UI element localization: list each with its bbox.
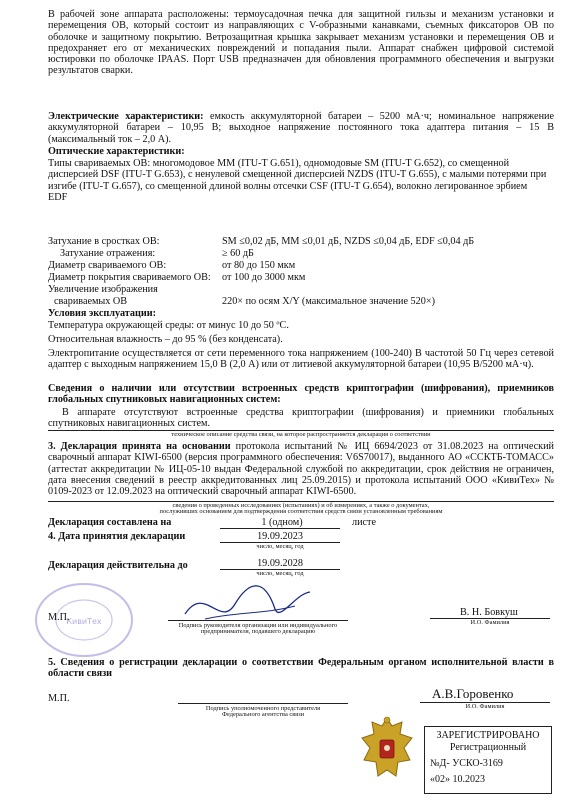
valid-value: 19.09.2028 <box>257 558 303 569</box>
attenuation-value: SM ≤0,02 дБ, MM ≤0,01 дБ, NZDS ≤0,04 дБ, EDF ≤0,04 дБ <box>222 236 475 247</box>
registration-number: №Д- УСКО-3169 <box>430 758 503 769</box>
signer2-name-caption: И.О. Фамилия <box>465 703 505 710</box>
accepted-label: 4. Дата принятия декларации <box>48 531 186 542</box>
signature1-caption-1: Подпись руководителя организации или индивидуального <box>178 622 338 629</box>
registration-date: «02» 10.2023 <box>430 774 485 785</box>
crypto-title: Сведения о наличии или отсутствии встроенных средств криптографии (шифрования), приемников глобальных спутниковых навигационных систем: <box>48 383 554 406</box>
signature2-caption-2: Федерального агентства связи <box>221 711 305 718</box>
reflection-value: ≥ 60 дБ <box>222 248 254 259</box>
section5-title: 5. Сведения о регистрации декларации о соответствии Федеральным органом исполнительной власти в области связи <box>48 657 554 680</box>
fiber-diameter-value: от 80 до 150 мкм <box>222 260 296 271</box>
conditions-humidity: Относительная влажность – до 95 % (без конденсата). <box>48 334 283 345</box>
optical-title: Оптические характеристики: <box>48 146 185 157</box>
stamp-text: КивиТех <box>66 617 102 626</box>
electrical-text: емкость аккумуляторной батареи – 5200 мА·ч; номинальное напряжение аккумуляторной батареи – 10,95 В; выходное напряжение постоянного тока адаптера питания – 15 В (максимальный ток – 2,0 А). <box>48 111 554 145</box>
magnification-value: 220× по осям X/Y (максимальное значение 520×) <box>222 296 435 307</box>
coating-diameter-value: от 100 до 3000 мкм <box>222 272 306 283</box>
signature1-caption-2: предпринимателя, подавшего декларацию <box>200 628 316 635</box>
conditions-title: Условия эксплуатации: <box>48 308 157 319</box>
mp-label-2: М.П. <box>48 693 70 704</box>
section3-title: 3. Декларация принята на основании <box>48 441 231 452</box>
crypto-text: В аппарате отсутствуют встроенные средства криптографии (шифрования) и приемники глобальных спутниковых навигационных систем. <box>48 407 554 430</box>
section3-paragraph <box>48 441 554 497</box>
signer1-name-caption: И.О. Фамилия <box>470 619 510 626</box>
crypto-caption: техническое описание средства связи, на которое распространяется декларация о соответствии <box>171 431 431 438</box>
optical-types: Типы свариваемых ОВ: многомодовое ММ (ITU-T G.651), одномодовые SM (ITU-T G.652), со смещенной дисперсией DSF (ITU-T G.653), с ненулевой смещенной дисперсией NZDS (ITU-T G.655), с малыми потерями при изгибе (ITU-T G.657), со смещенной длиной волны отсечки CSF (ITU-T G.654), волокно легированное эрбием EDF <box>48 158 547 203</box>
registration-box <box>424 726 552 794</box>
fiber-diameter-label: Диаметр свариваемого ОВ: <box>48 260 167 271</box>
registration-line1: ЗАРЕГИСТРИРОВАНО <box>436 730 540 741</box>
coating-diameter-label: Диаметр покрытия свариваемого ОВ: <box>48 272 211 283</box>
magnification-label: Увеличение изображения <box>48 284 158 295</box>
conditions-power: Электропитание осуществляется от сети переменного тока напряжением (100-240) В частотой 50 Гц через сетевой адаптер с выходным напряжением 15,0 В (2,0 А) или от литиевой аккумуляторной батареи (10,95 В/5200 мА·ч). <box>48 348 554 371</box>
electrical-title: Электрические характеристики: <box>48 111 204 122</box>
attenuation-label: Затухание в сростках ОВ: <box>48 236 160 247</box>
registration-line2: Регистрационный <box>449 742 527 753</box>
signature2-line <box>178 703 348 704</box>
coat-of-arms-emblem <box>356 712 418 792</box>
mp-label-1: М.П. <box>48 612 70 623</box>
electrical-section <box>48 111 554 145</box>
signer1-name: В. Н. Бовкуш <box>460 607 518 618</box>
declaration-made-suffix: листе <box>352 517 377 528</box>
section3-text: протокола испытаний № ИЦ 6694/2023 от 31.08.2023 на оптический сварочный аппарат KIWI-6500 (версия программного обеспечения: V6S70017), выданного АО «ССКТБ-ТОМАСС» (аттестат аккредитации № ИЦ-05-10 выдан Федеральной службой по аккредитации, срок действия не ограничен, дата внесения сведений в реестр аккредитованных лиц 25.09.2015) и протокола испытаний ООО «КивиТех» № 0109-2023 от 12.09.2023 на оптический сварочный аппарат KIWI-6500. <box>48 441 554 498</box>
valid-caption: число, месяц, год <box>256 570 304 577</box>
company-stamp <box>30 580 140 660</box>
accepted-value: 19.09.2023 <box>257 531 303 542</box>
magnification-label-2: свариваемых ОВ <box>54 296 128 307</box>
reflection-label: Затухание отражения: <box>60 248 156 259</box>
declaration-made-value: 1 (одном) <box>261 517 303 528</box>
signature2-caption-1: Подпись уполномоченного представителя <box>205 705 321 712</box>
intro-paragraph: В рабочей зоне аппарата расположены: термоусадочная печка для защитной гильзы и механизм установки и перемещения ОВ, который состоит из направляющих с V-образными канавками, съемных фиксаторов ОВ по оболочке и защитному покрытию. Ветрозащитная крышка закрывает механизм установки и перемещения ОВ и предохраняет его от механических повреждений и попадания пыли. Аппарат снабжен цифровой системой юстировки по оболочке IPAAS. Порт USB предназначен для обновления программного обеспечения и выгрузки результатов сварки. <box>48 9 554 77</box>
valid-label: Декларация действительна до <box>48 560 188 571</box>
declaration-made-label: Декларация составлена на <box>48 517 172 528</box>
signer2-name: А.В.Горовенко <box>432 686 514 701</box>
section3-caption-2: послуживших основанием для подтверждения соответствия средств связи установленным требованиям <box>159 508 443 515</box>
section3-caption-1: сведения о проведенных исследованиях (испытаниях) и об измерениях, а также о документах, <box>172 502 430 509</box>
conditions-temperature: Температура окружающей среды: от минус 10 до 50 ºС. <box>48 320 289 331</box>
signature1-line <box>168 620 348 621</box>
accepted-caption: число, месяц, год <box>256 543 304 550</box>
made-underline <box>220 528 340 529</box>
